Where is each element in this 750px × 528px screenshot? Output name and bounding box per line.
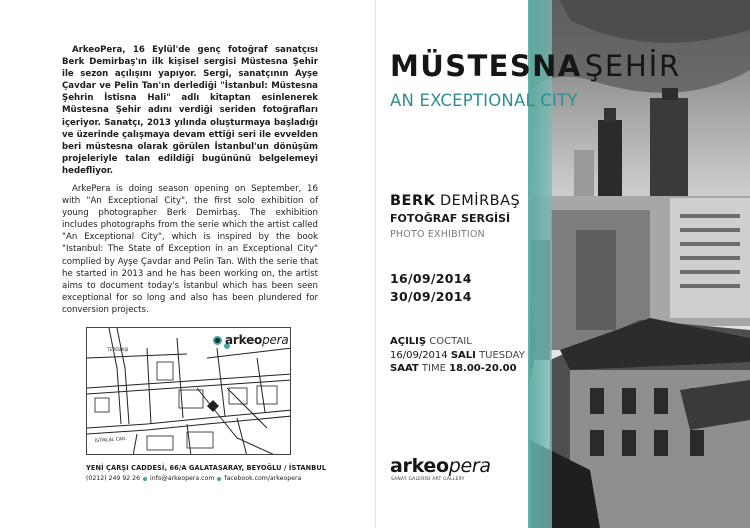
opening-info	[390, 335, 525, 376]
bullet-icon	[217, 477, 221, 481]
turkish-description: ArkeoPera, 16 Eylül'de genç fotoğraf sanatçısı Berk Demirbaş'ın ilk kişisel sergisi Müstesna Şehir ile sezon açılışını yapıyor. Sergi, sanatçının Ayşe Çavdar ve Pelin Tan'ın derlediği "İstanbul: Müstesna Şehrin İstisna Hali" adlı kitaptan esinlenerek Müstesna Şehir adını verdiği seriden fotoğrafları içeriyor. Sanatçı, 2013 yılında oluşturmaya başladığı ve üzerinde çalışmaya devam ettiği seri ile evvelden beri müstesna olarak görülen İstanbul'un dönüşüm projeleriyle talan edildiği bugününü belgelemeyi hedefliyor.	[62, 45, 318, 176]
gallery-address: YENİ ÇARŞI CADDESİ, 66/A GALATASARAY, BEYOĞLU / İSTANBUL	[86, 464, 327, 472]
contact-line	[86, 475, 306, 482]
english-description: ArkePera is doing season opening on September, 16 with "An Exceptional City", the first solo exhibition of young photographer Berk Demirbaş. The exhibition includes photographs from the serie which the artist called "An Exceptional City", which is inspired by the book "Istanbul: The State of Exception in an Exceptional City" complied by Ayşe Çavdar and Pelin Tan. With the serie that he started in 2013 and he has been working on, the artist aims to document today's İstanbul which has been seen exceptional for so long and also has been plundered for conversion projects.	[62, 184, 318, 315]
artist-name: BERK DEMİRBAŞ	[390, 193, 521, 209]
map-logo-text: arkeopera	[225, 333, 289, 347]
facebook-link[interactable]: facebook.com/arkeopera	[224, 475, 302, 482]
email-link[interactable]: info@arkeopera.com	[150, 475, 215, 482]
location-map	[86, 327, 291, 455]
opening-time: SAAT TIME 18.00-20.00	[390, 363, 517, 374]
opening-date: 16/09/2014 SALI TUESDAY	[390, 349, 525, 361]
exhibition-title	[390, 49, 681, 88]
gallery-logo	[390, 455, 491, 482]
map-gallery-logo	[213, 333, 289, 347]
brand-tagline: SANAT GALERİSİ ART GALLERY	[391, 477, 465, 482]
map-pin-icon	[213, 336, 222, 345]
opening-label: AÇILIŞ COCTAIL	[390, 336, 472, 347]
bullet-icon	[143, 477, 147, 481]
right-panel	[376, 0, 750, 528]
title-light: ŞEHİR	[584, 49, 681, 83]
phone-number: (0212) 249 92 26	[86, 475, 141, 482]
exhibition-type-en: PHOTO EXHIBITION	[390, 229, 485, 240]
end-date: 30/09/2014	[390, 289, 472, 304]
title-strong: MÜSTESNA	[390, 49, 582, 83]
exhibition-subtitle: AN EXCEPTIONAL CITY	[390, 91, 578, 110]
brand-wordmark: arkeopera	[390, 455, 491, 477]
start-date: 16/09/2014	[390, 271, 472, 286]
map-street-label-1: İSTİKLAL CAD.	[94, 436, 128, 445]
exhibition-type-tr: FOTOĞRAF SERGİSİ	[390, 212, 511, 225]
map-street-label-2: TEPEBAŞI	[107, 348, 129, 353]
